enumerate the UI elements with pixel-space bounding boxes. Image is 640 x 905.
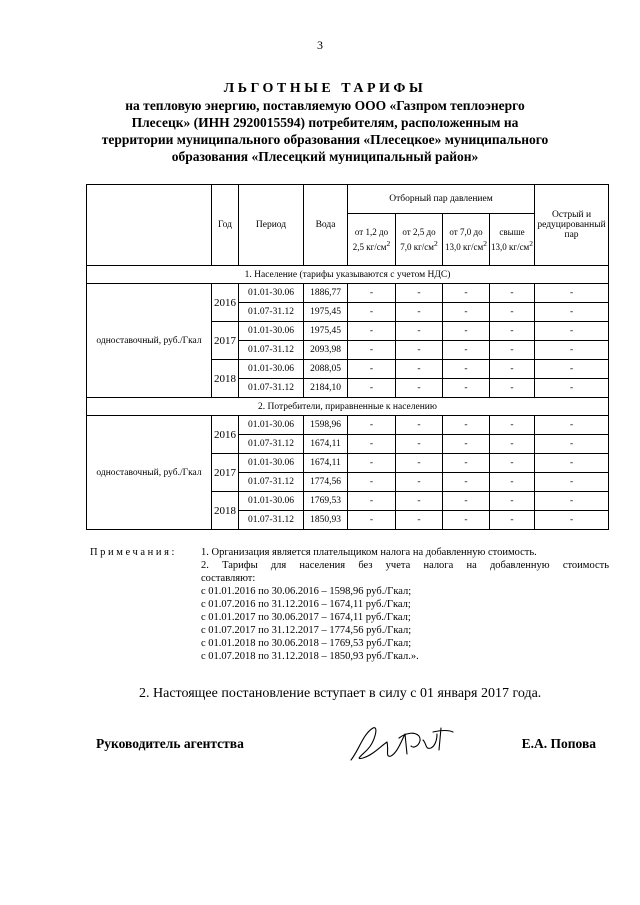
water-cell: 1674,11 — [304, 435, 348, 454]
header-pressure-1-text: от 1,2 до 2,5 кг/см — [352, 226, 389, 252]
pressure-4-cell: - — [490, 379, 535, 398]
sharp-steam-cell: - — [535, 379, 609, 398]
pressure-3-cell: - — [443, 360, 490, 379]
pressure-3-cell: - — [443, 416, 490, 435]
table-row — [87, 416, 609, 435]
superscript: 2 — [483, 238, 487, 248]
header-empty-cell — [87, 185, 212, 266]
note-tariff-line: с 01.07.2018 по 31.12.2018 – 1850,93 руб./Гкал.». — [201, 651, 419, 662]
pressure-1-cell: - — [348, 284, 396, 303]
pressure-2-cell: - — [396, 284, 443, 303]
tariff-type-label: одноставочный, руб./Гкал — [87, 284, 212, 398]
header-sharp-steam: Острый и редуцированный пар — [535, 185, 609, 266]
note-tariff-line: с 01.01.2016 по 30.06.2016 – 1598,96 руб./Гкал; — [201, 586, 412, 597]
heading-line-4: образования «Плесецкий муниципальный район» — [171, 149, 479, 164]
water-cell: 1674,11 — [304, 454, 348, 473]
year-cell: 2017 — [212, 322, 239, 360]
year-cell: 2018 — [212, 492, 239, 530]
pressure-4-cell: - — [490, 322, 535, 341]
superscript: 2 — [434, 238, 438, 248]
pressure-4-cell: - — [490, 454, 535, 473]
note-tariff-line: с 01.07.2017 по 31.12.2017 – 1774,56 руб./Гкал; — [201, 625, 412, 636]
pressure-3-cell: - — [443, 454, 490, 473]
header-pressure-3-text: от 7,0 до 13,0 кг/см — [444, 226, 484, 252]
water-cell: 1769,53 — [304, 492, 348, 511]
sharp-steam-cell: - — [535, 322, 609, 341]
pressure-1-cell: - — [348, 511, 396, 530]
section-title: 2. Потребители, приравненные к населению — [87, 398, 609, 416]
water-cell: 1598,96 — [304, 416, 348, 435]
heading-title: ЛЬГОТНЫЕ ТАРИФЫ — [223, 81, 427, 96]
pressure-2-cell: - — [396, 454, 443, 473]
period-cell: 01.07-31.12 — [239, 341, 304, 360]
pressure-2-cell: - — [396, 379, 443, 398]
notes-label: Примечания: — [90, 547, 178, 558]
pressure-2-cell: - — [396, 322, 443, 341]
pressure-2-cell: - — [396, 303, 443, 322]
water-cell: 1850,93 — [304, 511, 348, 530]
pressure-4-cell: - — [490, 416, 535, 435]
note-tariff-line: с 01.01.2017 по 30.06.2017 – 1674,11 руб./Гкал; — [201, 612, 411, 623]
pressure-2-cell: - — [396, 492, 443, 511]
sharp-steam-cell: - — [535, 416, 609, 435]
pressure-4-cell: - — [490, 511, 535, 530]
table-row — [87, 284, 609, 303]
period-cell: 01.01-30.06 — [239, 454, 304, 473]
note-item-2-line-b: составляют: — [201, 573, 256, 584]
section-title: 1. Население (тарифы указываются с учетом НДС) — [87, 266, 609, 284]
section-row — [87, 266, 609, 284]
pressure-3-cell: - — [443, 322, 490, 341]
signatory-name: Е.А. Попова — [521, 736, 596, 751]
period-cell: 01.07-31.12 — [239, 435, 304, 454]
header-pressure-2-text: от 2,5 до 7,0 кг/см — [400, 226, 436, 252]
header-year: Год — [212, 185, 239, 266]
tariff-table — [86, 184, 609, 530]
sharp-steam-cell: - — [535, 284, 609, 303]
sharp-steam-cell: - — [535, 303, 609, 322]
year-cell: 2018 — [212, 360, 239, 398]
header-pressure-1 — [348, 214, 396, 266]
note-tariff-line: с 01.07.2016 по 31.12.2016 – 1674,11 руб./Гкал; — [201, 599, 411, 610]
sharp-steam-cell: - — [535, 454, 609, 473]
water-cell: 1975,45 — [304, 322, 348, 341]
sharp-steam-cell: - — [535, 473, 609, 492]
pressure-1-cell: - — [348, 341, 396, 360]
pressure-4-cell: - — [490, 473, 535, 492]
tariff-type-label: одноставочный, руб./Гкал — [87, 416, 212, 530]
pressure-3-cell: - — [443, 303, 490, 322]
signatory-position: Руководитель агентства — [96, 736, 244, 751]
sharp-steam-cell: - — [535, 511, 609, 530]
year-cell: 2017 — [212, 454, 239, 492]
header-pressure-4-text: свыше 13,0 кг/см — [491, 226, 530, 252]
page-number: 3 — [317, 38, 323, 52]
note-item-1: 1. Организация является плательщиком налога на добавленную стоимость. — [201, 547, 537, 558]
water-cell: 1774,56 — [304, 473, 348, 492]
pressure-4-cell: - — [490, 303, 535, 322]
pressure-3-cell: - — [443, 492, 490, 511]
pressure-4-cell: - — [490, 360, 535, 379]
period-cell: 01.07-31.12 — [239, 303, 304, 322]
period-cell: 01.07-31.12 — [239, 511, 304, 530]
handwritten-signature — [345, 720, 457, 770]
period-cell: 01.07-31.12 — [239, 379, 304, 398]
pressure-1-cell: - — [348, 303, 396, 322]
pressure-3-cell: - — [443, 511, 490, 530]
pressure-1-cell: - — [348, 322, 396, 341]
period-cell: 01.07-31.12 — [239, 473, 304, 492]
pressure-1-cell: - — [348, 360, 396, 379]
pressure-3-cell: - — [443, 435, 490, 454]
pressure-1-cell: - — [348, 435, 396, 454]
note-item-2-line-a: 2. Тарифы для населения без учета налога на добавленную стоимость — [201, 560, 609, 571]
paragraph-2: 2. Настоящее постановление вступает в силу с 01 января 2017 года. — [139, 686, 542, 701]
pressure-3-cell: - — [443, 473, 490, 492]
pressure-2-cell: - — [396, 416, 443, 435]
water-cell: 2184,10 — [304, 379, 348, 398]
document-heading — [60, 80, 590, 165]
sharp-steam-cell: - — [535, 341, 609, 360]
period-cell: 01.01-30.06 — [239, 416, 304, 435]
pressure-2-cell: - — [396, 341, 443, 360]
header-pressure-4 — [490, 214, 535, 266]
pressure-3-cell: - — [443, 379, 490, 398]
heading-line-2: Плесецк» (ИНН 2920015594) потребителям, расположенным на — [131, 115, 519, 130]
header-steam-group: Отборный пар давлением — [348, 185, 535, 214]
pressure-4-cell: - — [490, 341, 535, 360]
pressure-4-cell: - — [490, 492, 535, 511]
header-period: Период — [239, 185, 304, 266]
period-cell: 01.01-30.06 — [239, 360, 304, 379]
sharp-steam-cell: - — [535, 435, 609, 454]
superscript: 2 — [386, 238, 391, 248]
water-cell: 2088,05 — [304, 360, 348, 379]
sharp-steam-cell: - — [535, 492, 609, 511]
year-cell: 2016 — [212, 284, 239, 322]
superscript: 2 — [529, 238, 534, 248]
period-cell: 01.01-30.06 — [239, 284, 304, 303]
water-cell: 1975,45 — [304, 303, 348, 322]
notes-body — [201, 546, 609, 663]
pressure-1-cell: - — [348, 379, 396, 398]
heading-line-1: на тепловую энергию, поставляемую ООО «Газпром теплоэнерго — [125, 98, 525, 113]
pressure-3-cell: - — [443, 284, 490, 303]
note-tariff-line: с 01.01.2018 по 30.06.2018 – 1769,53 руб./Гкал; — [201, 638, 412, 649]
heading-line-3: территории муниципального образования «Плесецкое» муниципального — [101, 132, 549, 147]
header-water: Вода — [304, 185, 348, 266]
year-cell: 2016 — [212, 416, 239, 454]
section-row — [87, 398, 609, 416]
pressure-2-cell: - — [396, 435, 443, 454]
pressure-1-cell: - — [348, 454, 396, 473]
header-pressure-2 — [396, 214, 443, 266]
header-pressure-3 — [443, 214, 490, 266]
pressure-4-cell: - — [490, 435, 535, 454]
period-cell: 01.01-30.06 — [239, 322, 304, 341]
pressure-4-cell: - — [490, 284, 535, 303]
period-cell: 01.01-30.06 — [239, 492, 304, 511]
pressure-2-cell: - — [396, 473, 443, 492]
pressure-2-cell: - — [396, 360, 443, 379]
sharp-steam-cell: - — [535, 360, 609, 379]
pressure-1-cell: - — [348, 492, 396, 511]
pressure-1-cell: - — [348, 416, 396, 435]
water-cell: 2093,98 — [304, 341, 348, 360]
water-cell: 1886,77 — [304, 284, 348, 303]
pressure-1-cell: - — [348, 473, 396, 492]
pressure-3-cell: - — [443, 341, 490, 360]
pressure-2-cell: - — [396, 511, 443, 530]
